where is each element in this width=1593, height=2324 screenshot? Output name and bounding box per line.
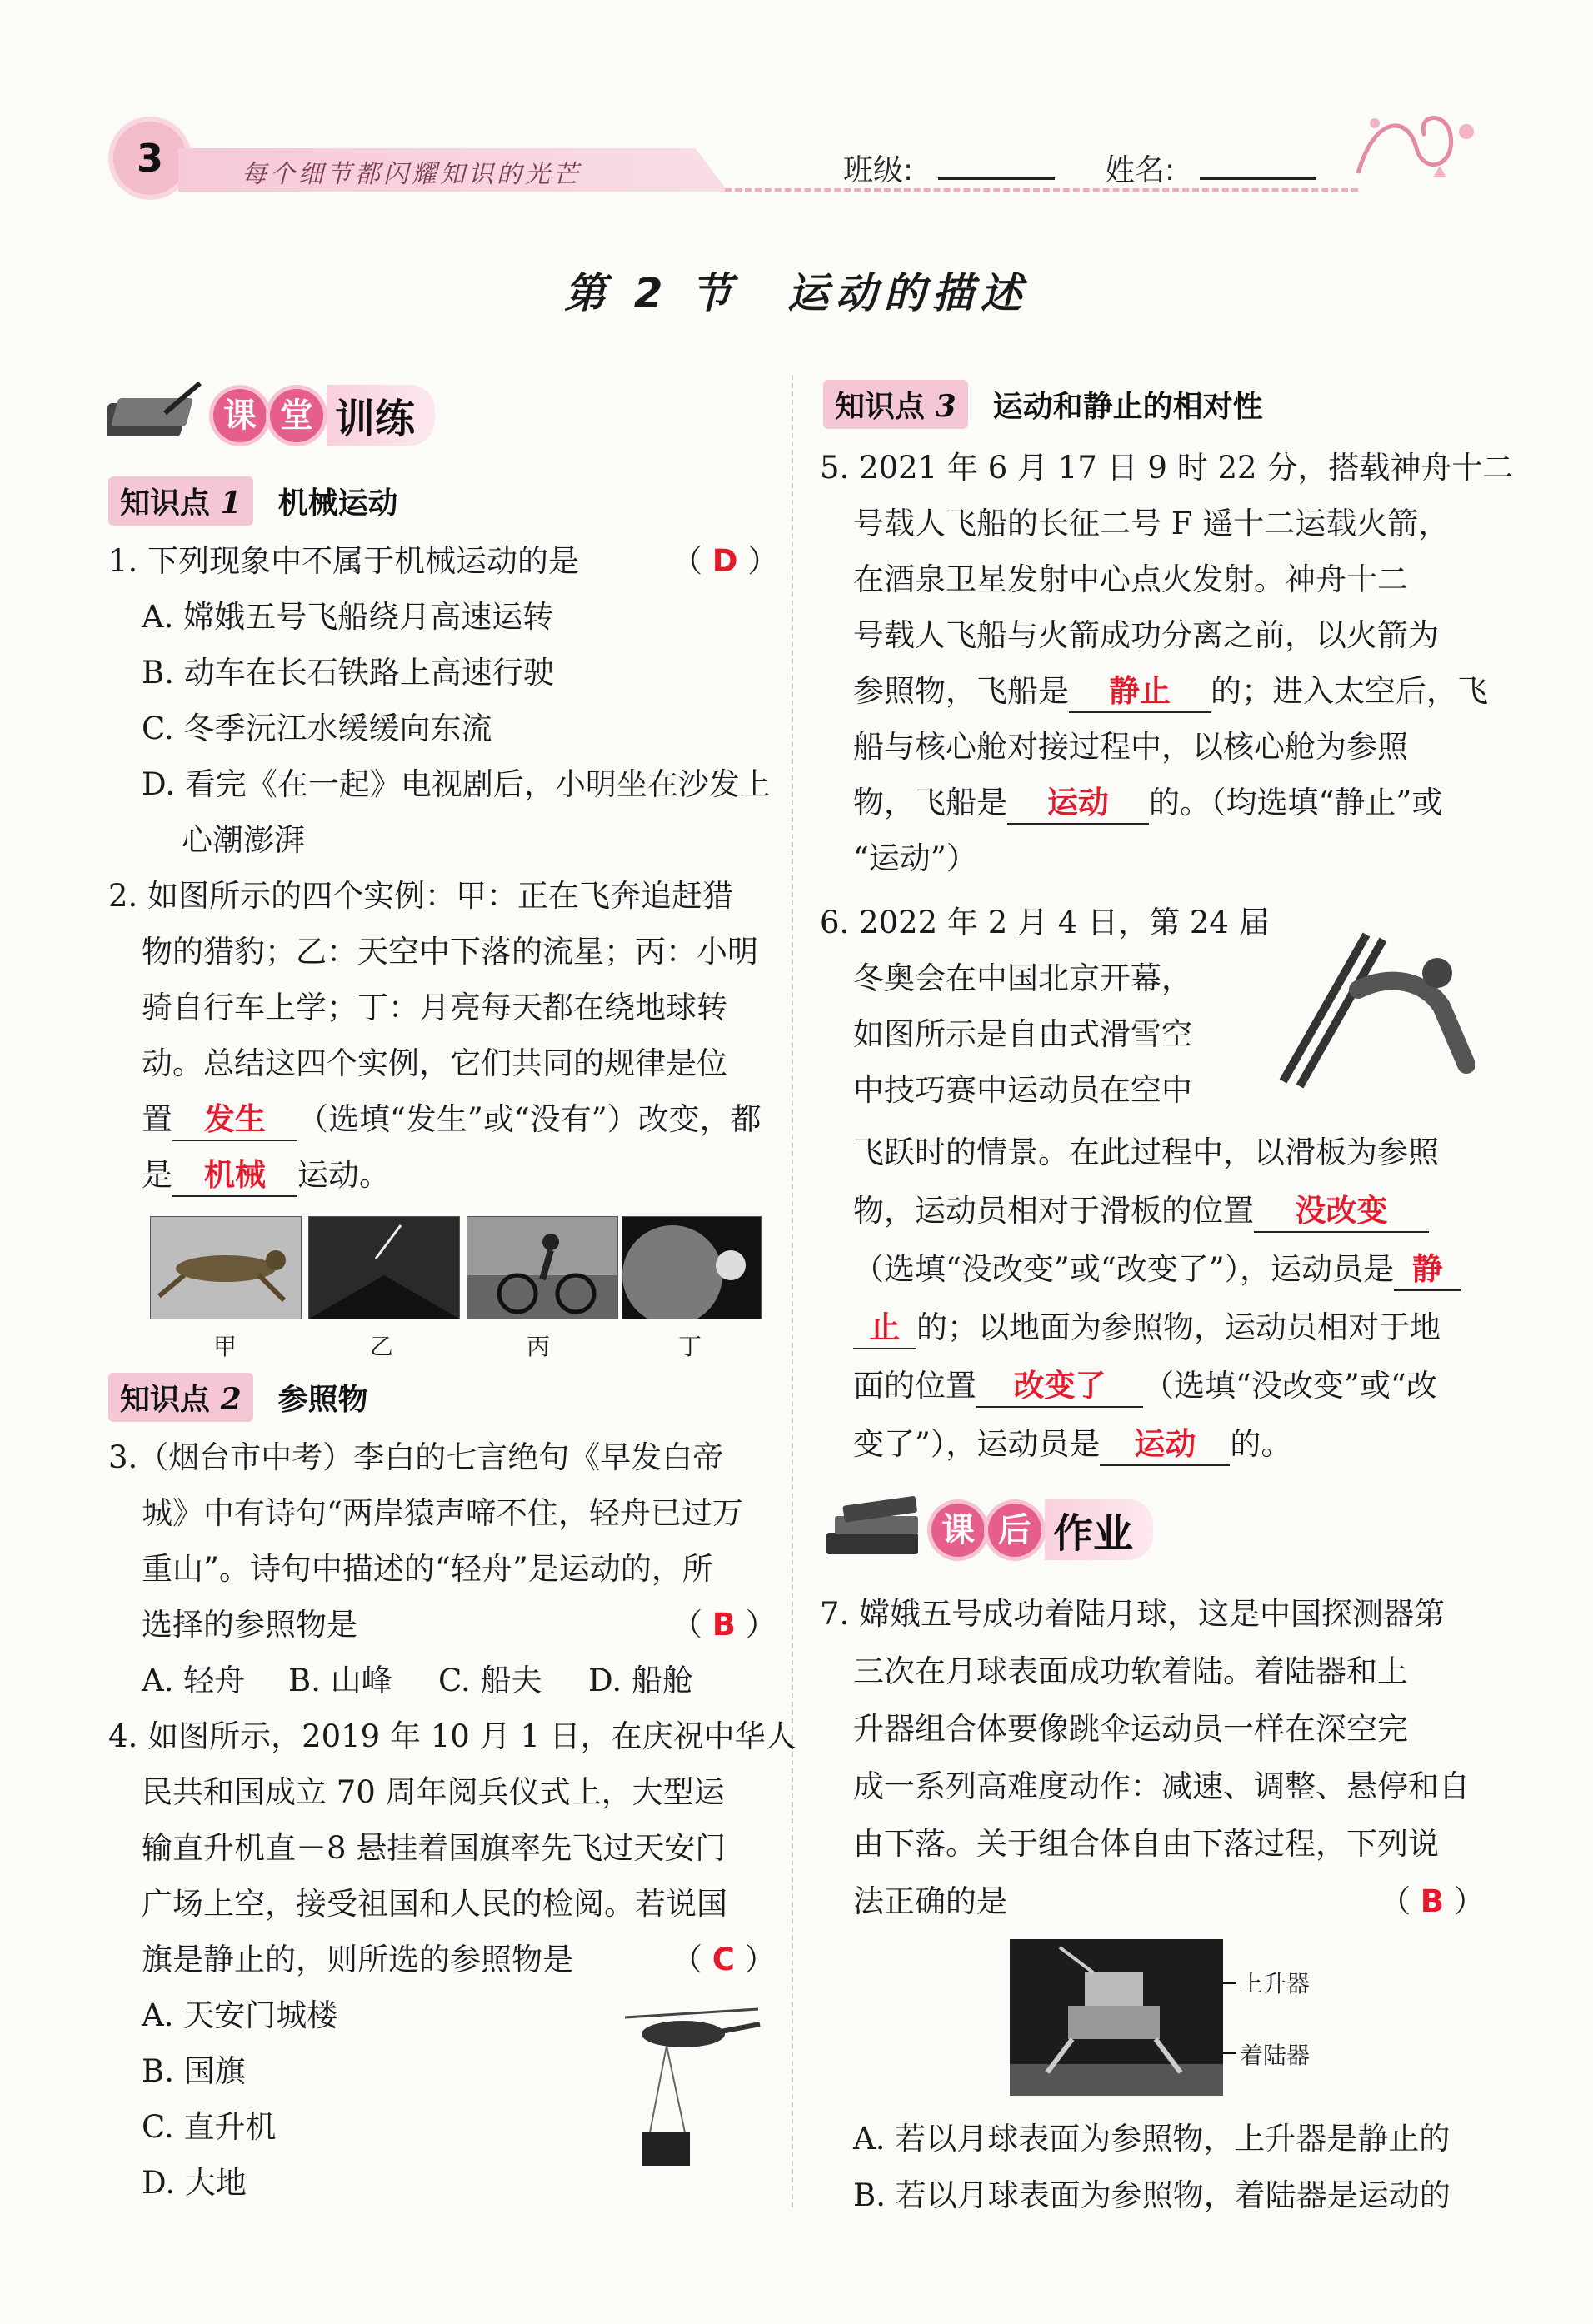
knowledge-point-3 bbox=[823, 380, 1263, 429]
q5-line-6: 船与核心舱对接过程中，以核心舱为参照 bbox=[853, 729, 1408, 765]
knowledge-point-2 bbox=[108, 1373, 368, 1422]
q6-line: 6. 2022 年 2 月 4 日，第 24 届 bbox=[820, 905, 1270, 940]
q4-answer: （ C ） bbox=[672, 1942, 776, 1977]
q2-line-6: 是 机械 运动。 bbox=[142, 1147, 390, 1203]
q4-option-a: A. 天安门城楼 bbox=[142, 1997, 338, 2033]
section-title: 作业 bbox=[1045, 1499, 1153, 1560]
kp-title: 机械运动 bbox=[277, 486, 398, 521]
q1-stem: 1. 下列现象中不属于机械运动的是 bbox=[108, 543, 580, 579]
caption-yi: 乙 bbox=[370, 1333, 394, 1360]
q7-line: 由下落。关于组合体自由下落过程，下列说 bbox=[853, 1826, 1439, 1862]
column-divider bbox=[792, 375, 793, 2207]
section-pill-1: 课 bbox=[213, 389, 267, 442]
q6-line-6: 物，运动员相对于滑板的位置 没改变 bbox=[853, 1183, 1429, 1239]
q2-line: 骑自行车上学；丁：月亮每天都在绕地球转 bbox=[142, 990, 727, 1025]
q5-line-8: “运动”） bbox=[853, 840, 977, 876]
q4-line: 旗是静止的，则所选的参照物是 bbox=[142, 1942, 573, 1977]
q6-line-9: 面的位置 改变了 （选填“没改变”或“改 bbox=[853, 1358, 1437, 1414]
q1-option-d: D. 看完《在一起》电视剧后，小明坐在沙发上 bbox=[142, 766, 771, 802]
q7-line: 成一系列高难度动作：减速、调整、悬停和自 bbox=[853, 1768, 1470, 1804]
section-pill-1: 课 bbox=[931, 1504, 985, 1557]
header-slogan: 每个细节都闪耀知识的光芒 bbox=[242, 160, 582, 189]
name-label: 姓名: bbox=[1105, 153, 1176, 187]
q7-line: 7. 嫦娥五号成功着陆月球，这是中国探测器第 bbox=[820, 1596, 1446, 1632]
caption-ding: 丁 bbox=[678, 1333, 702, 1360]
q7-line: 三次在月球表面成功软着陆。着陆器和上 bbox=[853, 1653, 1408, 1689]
caption-bing: 丙 bbox=[527, 1333, 551, 1360]
page-number: 3 bbox=[113, 122, 187, 195]
lander-photo bbox=[1010, 1939, 1223, 2096]
skier-photo bbox=[1266, 931, 1475, 1090]
moon-earth-photo bbox=[622, 1216, 762, 1319]
q5-line-7: 物，飞船是 运动 的。（均选填“静止”或 bbox=[853, 775, 1442, 830]
q7-option-a: A. 若以月球表面为参照物，上升器是静止的 bbox=[853, 2121, 1451, 2157]
q6-fill-2b[interactable]: 止 bbox=[853, 1308, 916, 1349]
q2-line-5: 置 发生 （选填“发生”或“没有”）改变，都 bbox=[142, 1091, 762, 1147]
cyclist-photo bbox=[467, 1216, 618, 1319]
class-field bbox=[843, 147, 1055, 189]
q1-option-b: B. 动车在长石铁路上高速行驶 bbox=[142, 655, 554, 691]
caption-jia: 甲 bbox=[213, 1333, 237, 1360]
q2-fill-2[interactable]: 机械 bbox=[172, 1155, 297, 1197]
q7-line: 法正确的是 bbox=[853, 1883, 1007, 1919]
q5-fill-1[interactable]: 静止 bbox=[1069, 671, 1211, 713]
section-pill-2: 后 bbox=[988, 1504, 1041, 1557]
label-lander: 着陆器 bbox=[1240, 2042, 1311, 2069]
name-field bbox=[1105, 147, 1316, 189]
q1-answer: （ D ） bbox=[672, 543, 779, 579]
q3-answer: （ B ） bbox=[672, 1607, 777, 1643]
knowledge-point-1 bbox=[108, 476, 398, 526]
kp-tag: 知识点 3 bbox=[823, 380, 968, 429]
q5-line: 号载人飞船的长征二号 F 遥十二运载火箭， bbox=[853, 506, 1450, 541]
q2-line: 物的猎豹；乙：天空中下落的流星；丙：小明 bbox=[142, 934, 758, 970]
q3-line: 选择的参照物是 bbox=[142, 1607, 357, 1643]
cheetah-photo bbox=[150, 1216, 302, 1319]
q2-line: 动。总结这四个实例，它们共同的规律是位 bbox=[142, 1045, 727, 1081]
kp-title: 参照物 bbox=[277, 1383, 368, 1417]
q6-line: 冬奥会在中国北京开幕， bbox=[853, 960, 1192, 996]
q6-line: 中技巧赛中运动员在空中 bbox=[853, 1072, 1192, 1108]
section-pill-2: 堂 bbox=[270, 389, 323, 442]
class-label: 班级: bbox=[843, 153, 914, 187]
q2-line: 2. 如图所示的四个实例：甲：正在飞奔追赶猎 bbox=[108, 878, 734, 914]
q7-line: 升器组合体要像跳伞运动员一样在深空完 bbox=[853, 1711, 1408, 1747]
page-title: 第 2 节 运动的描述 bbox=[564, 269, 1029, 317]
q6-line: 飞跃时的情景。在此过程中，以滑板为参照 bbox=[853, 1135, 1439, 1170]
q1-option-a: A. 嫦娥五号飞船绕月高速运转 bbox=[142, 599, 554, 635]
q4-line: 4. 如图所示，2019 年 10 月 1 日，在庆祝中华人 bbox=[108, 1718, 796, 1754]
q3-option-a: A. 轻舟 bbox=[142, 1663, 246, 1698]
q2-fill-1[interactable]: 发生 bbox=[172, 1100, 297, 1141]
section-homework bbox=[931, 1499, 1153, 1560]
section-class-training bbox=[213, 385, 435, 446]
label-ascender: 上升器 bbox=[1240, 1970, 1311, 1997]
q3-line: 3.（烟台市中考）李白的七言绝句《早发白帝 bbox=[108, 1439, 724, 1475]
q4-option-d: D. 大地 bbox=[142, 2165, 247, 2201]
q5-line-5: 参照物，飞船是 静止 的；进入太空后，飞 bbox=[853, 663, 1488, 719]
q5-line: 5. 2021 年 6 月 17 日 9 时 22 分，搭载神舟十二 bbox=[820, 450, 1514, 486]
books-icon bbox=[820, 1491, 926, 1566]
kp-tag: 知识点 2 bbox=[108, 1373, 253, 1422]
q6-line: 如图所示是自由式滑雪空 bbox=[853, 1016, 1192, 1052]
q6-fill-2a[interactable]: 静 bbox=[1394, 1249, 1461, 1291]
class-input[interactable] bbox=[938, 177, 1055, 180]
q6-line-10: 变了”），运动员是 运动 的。 bbox=[853, 1416, 1291, 1472]
q3-line: 重山”。诗句中描述的“轻舟”是运动的，所 bbox=[142, 1551, 713, 1587]
q4-line: 民共和国成立 70 周年阅兵仪式上，大型运 bbox=[142, 1774, 725, 1810]
q5-line: 号载人飞船与火箭成功分离之前，以火箭为 bbox=[853, 617, 1439, 653]
q5-fill-2[interactable]: 运动 bbox=[1007, 783, 1149, 825]
q6-fill-3[interactable]: 改变了 bbox=[976, 1366, 1143, 1408]
q1-option-d-cont: 心潮澎湃 bbox=[182, 822, 305, 858]
kp-tag: 知识点 1 bbox=[108, 476, 253, 526]
q6-line-7: （选填“没改变”或“改变了”），运动员是 静 bbox=[853, 1241, 1461, 1297]
q1-option-c: C. 冬季沅江水缓缓向东流 bbox=[142, 711, 492, 746]
meteor-photo bbox=[308, 1216, 460, 1319]
q6-line-8: 止 的；以地面为参照物，运动员相对于地 bbox=[853, 1299, 1441, 1355]
q3-option-b: B. 山峰 bbox=[288, 1663, 392, 1698]
helicopter-flag-image bbox=[617, 1999, 767, 2199]
q4-option-c: C. 直升机 bbox=[142, 2109, 277, 2145]
leader-line-top bbox=[1223, 1982, 1236, 1984]
q3-line: 城》中有诗句“两岸猿声啼不住，轻舟已过万 bbox=[142, 1495, 743, 1531]
q6-fill-4[interactable]: 运动 bbox=[1100, 1424, 1230, 1466]
q3-option-d: D. 船舱 bbox=[588, 1663, 693, 1698]
leader-line-bottom bbox=[1223, 2052, 1236, 2054]
q4-option-b: B. 国旗 bbox=[142, 2053, 246, 2089]
kp-title: 运动和静止的相对性 bbox=[992, 390, 1263, 424]
q6-fill-1[interactable]: 没改变 bbox=[1254, 1191, 1429, 1233]
flourish-ornament-icon bbox=[1350, 98, 1483, 190]
notebook-pen-icon bbox=[107, 380, 205, 448]
q7-option-b: B. 若以月球表面为参照物，着陆器是运动的 bbox=[853, 2177, 1451, 2213]
q3-option-c: C. 船夫 bbox=[438, 1663, 542, 1698]
q5-line: 在酒泉卫星发射中心点火发射。神舟十二 bbox=[853, 561, 1408, 597]
section-title: 训练 bbox=[327, 385, 435, 446]
q4-line: 输直升机直－8 悬挂着国旗率先飞过天安门 bbox=[142, 1830, 727, 1866]
q4-line: 广场上空，接受祖国和人民的检阅。若说国 bbox=[142, 1886, 727, 1922]
q7-answer: （ B ） bbox=[1380, 1883, 1485, 1919]
name-input[interactable] bbox=[1200, 177, 1316, 180]
